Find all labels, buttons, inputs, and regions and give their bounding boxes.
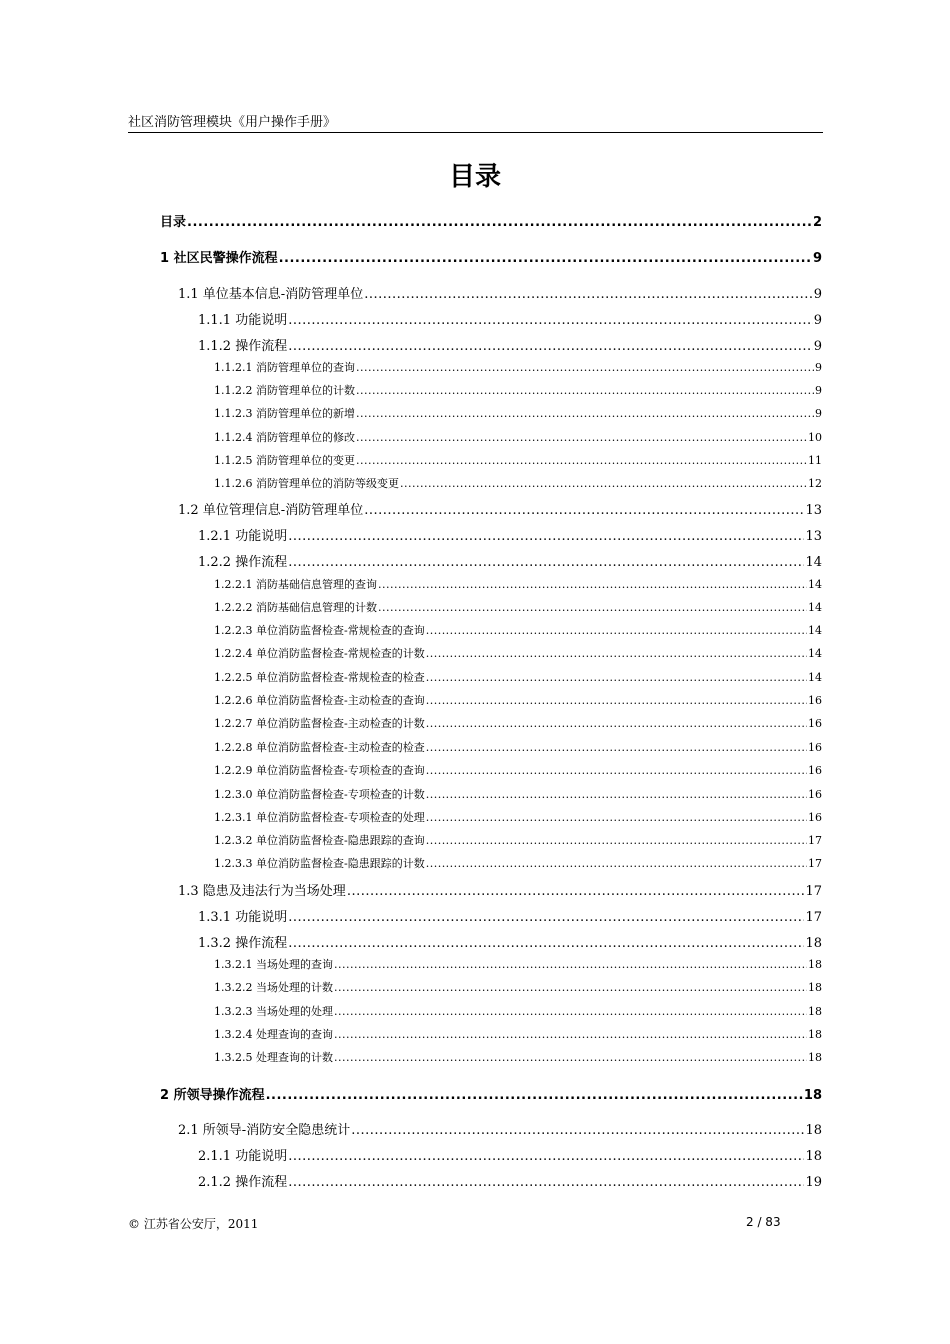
toc-entry-label: 1.2.2 操作流程 [198,555,288,570]
toc-entry-label: 1.2.3.3 单位消防监督检查-隐患跟踪的计数 [214,857,425,870]
toc-entry-page: 9 [815,361,822,374]
toc-entry[interactable] [214,359,822,375]
toc-entry-page: 18 [808,981,822,994]
toc-entry[interactable] [214,452,822,468]
toc-entry-label: 1.2.2.9 单位消防监督检查-专项检查的查询 [214,764,425,777]
toc-leader-dots [426,694,807,707]
toc-entry-label: 1.1.2.5 消防管理单位的变更 [214,454,355,467]
toc-entry-label: 目录 [160,215,187,230]
toc-entry-label: 2.1 所领导-消防安全隐患统计 [178,1123,351,1138]
toc-entry[interactable] [214,645,822,661]
toc-entry-label: 1.1.2 操作流程 [198,339,288,354]
toc-entry-label: 1.3.2.5 处理查询的计数 [214,1051,333,1064]
toc-entry-page: 16 [808,811,822,824]
toc-leader-dots [288,339,813,354]
toc-entry-page: 14 [805,555,822,570]
toc-entry-page: 18 [808,1051,822,1064]
toc-leader-dots [426,741,807,754]
toc-leader-dots [356,454,807,467]
toc-entry[interactable] [214,832,822,848]
toc-entry-label: 1.2.2.2 消防基础信息管理的计数 [214,601,377,614]
toc-entry-label: 1.1.2.3 消防管理单位的新增 [214,407,355,420]
toc-entry[interactable] [214,739,822,755]
toc-leader-dots [288,910,804,925]
toc-entry[interactable] [214,669,822,685]
toc-leader-dots [288,313,813,328]
toc-entry-label: 1.3.2.1 当场处理的查询 [214,958,333,971]
toc-entry-page: 16 [808,717,822,730]
toc-entry-label: 1.1.2.1 消防管理单位的查询 [214,361,355,374]
toc-entry-page: 17 [805,910,822,925]
toc-entry-page: 14 [808,601,822,614]
toc-entry[interactable] [214,956,822,972]
toc-entry-page: 14 [808,578,822,591]
toc-entry-page: 9 [813,287,822,302]
toc-entry-page: 16 [808,694,822,707]
toc-entry[interactable] [214,809,822,825]
toc-entry-label: 1.1.2.4 消防管理单位的修改 [214,431,355,444]
toc-entry-label: 2.1.2 操作流程 [198,1175,288,1190]
toc-leader-dots [334,1028,807,1041]
toc-entry[interactable] [160,211,822,230]
toc-entry-label: 1.3 隐患及违法行为当场处理 [178,884,346,899]
toc-entry-page: 16 [808,764,822,777]
toc-leader-dots [334,1005,807,1018]
toc-entry-page: 9 [815,407,822,420]
toc-leader-dots [426,857,807,870]
toc-entry[interactable] [214,762,822,778]
toc-entry-label: 1.1 单位基本信息-消防管理单位 [178,287,364,302]
toc-entry[interactable] [214,382,822,398]
toc-entry-page: 9 [813,313,822,328]
toc-entry[interactable] [214,692,822,708]
toc-leader-dots [364,287,813,302]
toc-entry-label: 1.2.2.7 单位消防监督检查-主动检查的计数 [214,717,425,730]
toc-entry-label: 1.2.3.0 单位消防监督检查-专项检查的计数 [214,788,425,801]
toc-entry-label: 1.3.2.2 当场处理的计数 [214,981,333,994]
toc-leader-dots [351,1123,804,1138]
toc-entry-label: 1.3.2.3 当场处理的处理 [214,1005,333,1018]
toc-entry[interactable] [178,283,822,302]
toc-entry-page: 17 [808,857,822,870]
toc-entry[interactable] [198,1145,822,1164]
toc-leader-dots [334,981,807,994]
toc-leader-dots [426,624,807,637]
toc-entry[interactable] [178,1119,822,1138]
toc-entry-label: 1.1.2.2 消防管理单位的计数 [214,384,355,397]
toc-entry-page: 18 [808,1028,822,1041]
toc-entry-label: 1.1.1 功能说明 [198,313,288,328]
toc-entry-page: 11 [808,454,822,467]
toc-leader-dots [426,811,807,824]
toc-entry[interactable] [214,1026,822,1042]
toc-entry-label: 1.2.2.5 单位消防监督检查-常规检查的检查 [214,671,425,684]
toc-entry-page: 17 [808,834,822,847]
toc-entry[interactable] [160,1084,822,1103]
toc-leader-dots [266,1088,803,1103]
toc-leader-dots [426,764,807,777]
toc-entry-label: 2.1.1 功能说明 [198,1149,288,1164]
toc-entry-label: 1.2.2.4 单位消防监督检查-常规检查的计数 [214,647,425,660]
toc-entry-label: 1.3.1 功能说明 [198,910,288,925]
toc-entry-page: 18 [808,958,822,971]
toc-leader-dots [334,958,807,971]
toc-leader-dots [426,834,807,847]
toc-entry[interactable] [160,247,822,266]
toc-leader-dots [288,529,804,544]
toc-entry-label: 1 社区民警操作流程 [160,251,278,266]
toc-leader-dots [400,477,807,490]
toc-leader-dots [364,503,804,518]
toc-entry[interactable] [214,1003,822,1019]
toc-entry-page: 9 [815,384,822,397]
toc-entry-page: 16 [808,741,822,754]
toc-entry[interactable] [198,525,822,544]
toc-entry[interactable] [214,786,822,802]
toc-entry-page: 18 [805,936,822,951]
toc-leader-dots [356,384,814,397]
toc-title: 目录 [448,162,501,192]
toc-entry-page: 19 [805,1175,822,1190]
toc-entry[interactable] [214,979,822,995]
toc-entry-label: 1.3.2.4 处理查询的查询 [214,1028,333,1041]
toc-entry-page: 9 [812,251,822,266]
toc-entry-page: 18 [808,1005,822,1018]
toc-entry-label: 1.2.3.1 单位消防监督检查-专项检查的处理 [214,811,425,824]
toc-leader-dots [279,251,812,266]
toc-leader-dots [288,1175,804,1190]
toc-entry[interactable] [198,309,822,328]
toc-entry-page: 16 [808,788,822,801]
toc-entry-label: 1.2.2.3 单位消防监督检查-常规检查的查询 [214,624,425,637]
toc-entry[interactable] [214,576,822,592]
footer-page-number: 2 / 83 [746,1215,781,1229]
toc-entry-label: 1.2 单位管理信息-消防管理单位 [178,503,364,518]
toc-leader-dots [347,884,805,899]
toc-entry-label: 1.2.2.1 消防基础信息管理的查询 [214,578,377,591]
toc-entry[interactable] [214,405,822,421]
running-header: 社区消防管理模块《用户操作手册》 [128,115,823,133]
toc-leader-dots [378,601,807,614]
toc-leader-dots [426,788,807,801]
toc-leader-dots [356,431,807,444]
toc-entry-label: 2 所领导操作流程 [160,1088,265,1103]
toc-entry-page: 12 [808,477,822,490]
toc-entry-page: 9 [813,339,822,354]
toc-entry-page: 2 [812,215,822,230]
toc-leader-dots [288,1149,804,1164]
toc-leader-dots [426,671,807,684]
toc-entry-page: 17 [805,884,822,899]
toc-leader-dots [356,407,814,420]
footer-copyright: © 江苏省公安厅，2011 [128,1217,259,1231]
toc-entry[interactable] [214,475,822,491]
toc-leader-dots [378,578,807,591]
toc-entry[interactable] [214,1049,822,1065]
toc-entry-page: 18 [805,1123,822,1138]
toc-entry-label: 1.1.2.6 消防管理单位的消防等级变更 [214,477,399,490]
toc-entry[interactable] [214,429,822,445]
toc-leader-dots [356,361,814,374]
toc-leader-dots [187,215,812,230]
toc-entry-page: 14 [808,624,822,637]
toc-entry[interactable] [198,551,822,570]
toc-entry[interactable] [214,622,822,638]
toc-entry[interactable] [198,1171,822,1190]
toc-entry-label: 1.2.2.6 单位消防监督检查-主动检查的查询 [214,694,425,707]
toc-entry-page: 18 [805,1149,822,1164]
toc-entry[interactable] [214,855,822,871]
toc-leader-dots [334,1051,807,1064]
toc-entry[interactable] [178,499,822,518]
toc-entry-page: 18 [803,1088,822,1103]
toc-entry-page: 14 [808,671,822,684]
toc-entry-page: 14 [808,647,822,660]
toc-entry[interactable] [198,906,822,925]
toc-entry[interactable] [178,880,822,899]
toc-entry-label: 1.2.2.8 单位消防监督检查-主动检查的检查 [214,741,425,754]
toc-entry[interactable] [198,335,822,354]
toc-entry[interactable] [198,932,822,951]
toc-entry[interactable] [214,599,822,615]
toc-leader-dots [426,717,807,730]
toc-entry-page: 13 [805,503,822,518]
toc-entry-label: 1.3.2 操作流程 [198,936,288,951]
toc-entry-page: 13 [805,529,822,544]
toc-entry-label: 1.2.1 功能说明 [198,529,288,544]
toc-leader-dots [288,936,804,951]
toc-entry-page: 10 [808,431,822,444]
toc-leader-dots [288,555,804,570]
toc-entry-label: 1.2.3.2 单位消防监督检查-隐患跟踪的查询 [214,834,425,847]
toc-entry[interactable] [214,715,822,731]
toc-leader-dots [426,647,807,660]
